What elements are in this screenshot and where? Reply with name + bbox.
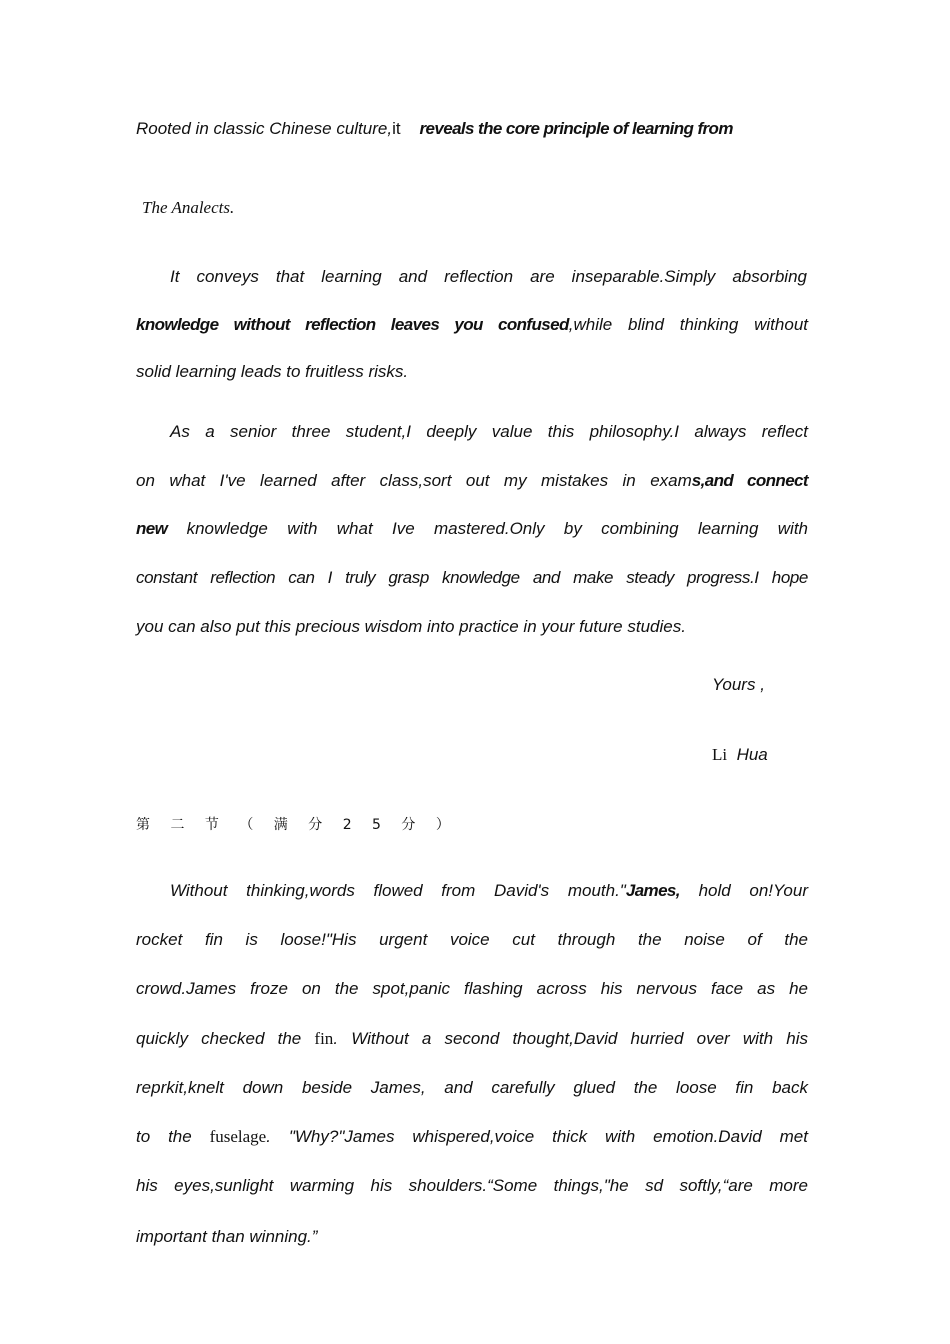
para2-bold-word: new bbox=[136, 519, 168, 538]
para1-line-1: It conveys that learning and reflection are inseparable.Simply absorbing bbox=[170, 267, 807, 286]
story-line-7: his eyes,sunlight warming his shoulders.“Some things,"he sd softly,“are more bbox=[136, 1176, 808, 1195]
intro-text-upright: it bbox=[392, 119, 401, 138]
signature-last: Hua bbox=[736, 745, 768, 764]
story-line-8: important than winning.” bbox=[136, 1227, 318, 1246]
para1-line-2 bbox=[136, 314, 808, 336]
intro-text-bold: reveals the core principle of learning from bbox=[419, 119, 733, 138]
para2-bold-text: s,and connect bbox=[691, 471, 808, 490]
story-line-4 bbox=[136, 1028, 808, 1050]
para2-line-4: constant reflection can I truly grasp knowledge and make steady progress.I hope bbox=[136, 568, 808, 587]
signature-first: Li bbox=[712, 745, 728, 764]
story-text: hold on!Your bbox=[679, 881, 808, 900]
story-text: quickly checked the bbox=[136, 1029, 315, 1048]
signature-name bbox=[712, 744, 768, 766]
story-line-5: reprkit,knelt down beside James, and carefully glued the loose fin back bbox=[136, 1078, 808, 1097]
story-serif-word: fuselage bbox=[209, 1127, 267, 1146]
para2-line-3 bbox=[136, 518, 808, 540]
story-text: . Without a second thought,David hurried over with his bbox=[333, 1029, 808, 1048]
intro-line-1 bbox=[136, 118, 808, 140]
section-heading: 第 二 节 （ 满 分 2 5 分 ） bbox=[136, 817, 458, 833]
story-text: . "Why?"James whispered,voice thick with emotion.David met bbox=[266, 1127, 808, 1146]
para2-line-5: you can also put this precious wisdom into practice in your future studies. bbox=[136, 617, 686, 636]
closing-yours: Yours , bbox=[712, 675, 765, 694]
para2-text: on what I've learned after class,sort out my mistakes in exam bbox=[136, 471, 692, 490]
story-text: Without thinking,words flowed from David's mouth." bbox=[170, 881, 626, 900]
story-text: to the bbox=[136, 1127, 210, 1146]
para1-text: ,while blind thinking without bbox=[568, 315, 808, 334]
para2-text: knowledge with what Ive mastered.Only by combining learning with bbox=[167, 519, 808, 538]
story-line-3: crowd.James froze on the spot,panic flashing across his nervous face as he bbox=[136, 979, 808, 998]
story-line-2: rocket fin is loose!"His urgent voice cut through the noise of the bbox=[136, 930, 808, 949]
intro-text: Rooted in classic Chinese culture, bbox=[136, 119, 393, 138]
intro-line-2: The Analects. bbox=[142, 198, 235, 217]
story-line-1 bbox=[170, 880, 808, 902]
para1-line-3: solid learning leads to fruitless risks. bbox=[136, 362, 409, 381]
story-serif-word: fin bbox=[314, 1029, 334, 1048]
para2-line-2 bbox=[136, 470, 808, 492]
para1-bold-text: knowledge without reflection leaves you confused bbox=[136, 315, 569, 334]
para2-line-1: As a senior three student,I deeply value this philosophy.I always reflect bbox=[170, 422, 808, 441]
story-bold-word: James, bbox=[625, 881, 680, 900]
story-line-6 bbox=[136, 1126, 808, 1148]
